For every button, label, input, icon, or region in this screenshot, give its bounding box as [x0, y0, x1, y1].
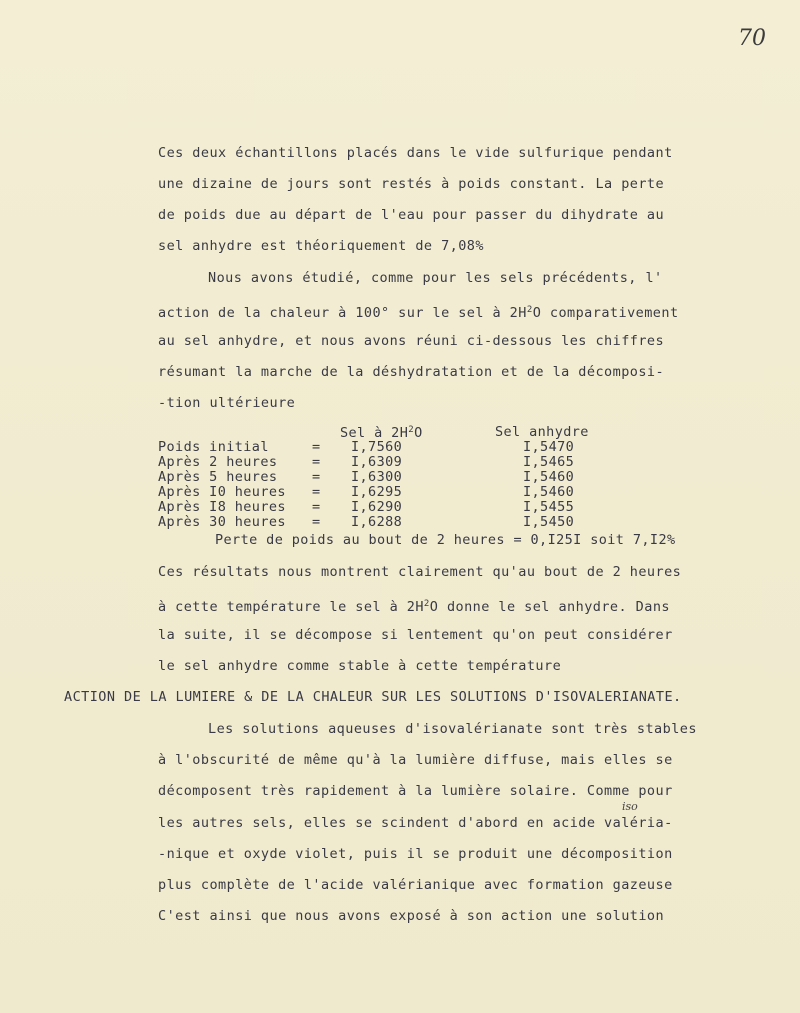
row-value-anhydre: I,5460 — [523, 469, 575, 485]
para2-line-2: action de la chaleur à 100° sur le sel à $2H^2O$ comparativement — [158, 305, 679, 321]
row-value-anhydre: I,5470 — [523, 439, 575, 455]
para1-line-1: Ces deux échantillons placés dans le vide sulfurique pendant — [158, 145, 673, 161]
para2-line-3: au sel anhydre, et nous avons réuni ci-dessous les chiffres — [158, 333, 665, 349]
para2-line-4: résumant la marche de la déshydratation et de la décomposi- — [158, 364, 665, 380]
row-label: Après 2 heures — [158, 454, 278, 470]
table-col-header-anhydre: Sel anhydre — [495, 424, 589, 440]
para3-line-3: la suite, il se décompose si lentement qu'on peut considérer — [158, 627, 673, 643]
row-value-anhydre: I,5460 — [523, 484, 575, 500]
para4-line-1: Les solutions aqueuses d'isovalérianate sont très stables — [208, 721, 697, 737]
para1-line-2: une dizaine de jours sont restés à poids constant. La perte — [158, 176, 665, 192]
row-value-anhydre: I,5465 — [523, 454, 575, 470]
para3-line-4: le sel anhydre comme stable à cette température — [158, 658, 562, 674]
table-col-header-hydrate: Sel à $2H^2O$ — [340, 425, 423, 441]
row-eq: = — [312, 439, 321, 455]
row-eq: = — [312, 499, 321, 515]
row-value-hydrate: I,6290 — [351, 499, 403, 515]
para1-line-3: de poids due au départ de l'eau pour passer du dihydrate au — [158, 207, 665, 223]
row-eq: = — [312, 514, 321, 530]
row-eq: = — [312, 469, 321, 485]
row-value-anhydre: I,5450 — [523, 514, 575, 530]
row-value-hydrate: I,7560 — [351, 439, 403, 455]
row-eq: = — [312, 454, 321, 470]
section-heading: ACTION DE LA LUMIERE & DE LA CHALEUR SUR LES SOLUTIONS D'ISOVALERIANATE. — [64, 689, 682, 705]
row-label: Après 30 heures — [158, 514, 286, 530]
row-label: Après 5 heures — [158, 469, 278, 485]
para4-line-7: C'est ainsi que nous avons exposé à son action une solution — [158, 908, 665, 924]
para3-line-2: à cette température le sel à $2H^2O$ donne le sel anhydre. Dans — [158, 599, 670, 615]
para4-line-2: à l'obscurité de même qu'à la lumière diffuse, mais elles se — [158, 752, 673, 768]
para4-line-3: décomposent très rapidement à la lumière solaire. Comme pour — [158, 783, 673, 799]
row-label: Après I0 heures — [158, 484, 286, 500]
para4-line-4: les autres sels, elles se scindent d'abord en acide valéria- — [158, 815, 673, 831]
row-value-anhydre: I,5455 — [523, 499, 575, 515]
row-label: Après I8 heures — [158, 499, 286, 515]
para4-line-5: -nique et oxyde violet, puis il se produit une décomposition — [158, 846, 673, 862]
weight-loss-summary: Perte de poids au bout de 2 heures = 0,I25I soit 7,I2% — [215, 532, 676, 548]
row-value-hydrate: I,6300 — [351, 469, 403, 485]
para3-line-1: Ces résultats nous montrent clairement qu'au bout de 2 heures — [158, 564, 682, 580]
para1-line-4: sel anhydre est théoriquement de 7,08% — [158, 238, 484, 254]
row-value-hydrate: I,6288 — [351, 514, 403, 530]
para4-line-6: plus complète de l'acide valérianique avec formation gazeuse — [158, 877, 673, 893]
page-number: 70 — [738, 26, 766, 51]
row-value-hydrate: I,6309 — [351, 454, 403, 470]
row-value-hydrate: I,6295 — [351, 484, 403, 500]
row-eq: = — [312, 484, 321, 500]
row-label: Poids initial — [158, 439, 269, 455]
handwritten-annotation: iso — [622, 800, 638, 813]
para2-line-1: Nous avons étudié, comme pour les sels précédents, l' — [208, 270, 663, 286]
para2-line-5: -tion ultérieure — [158, 395, 296, 411]
